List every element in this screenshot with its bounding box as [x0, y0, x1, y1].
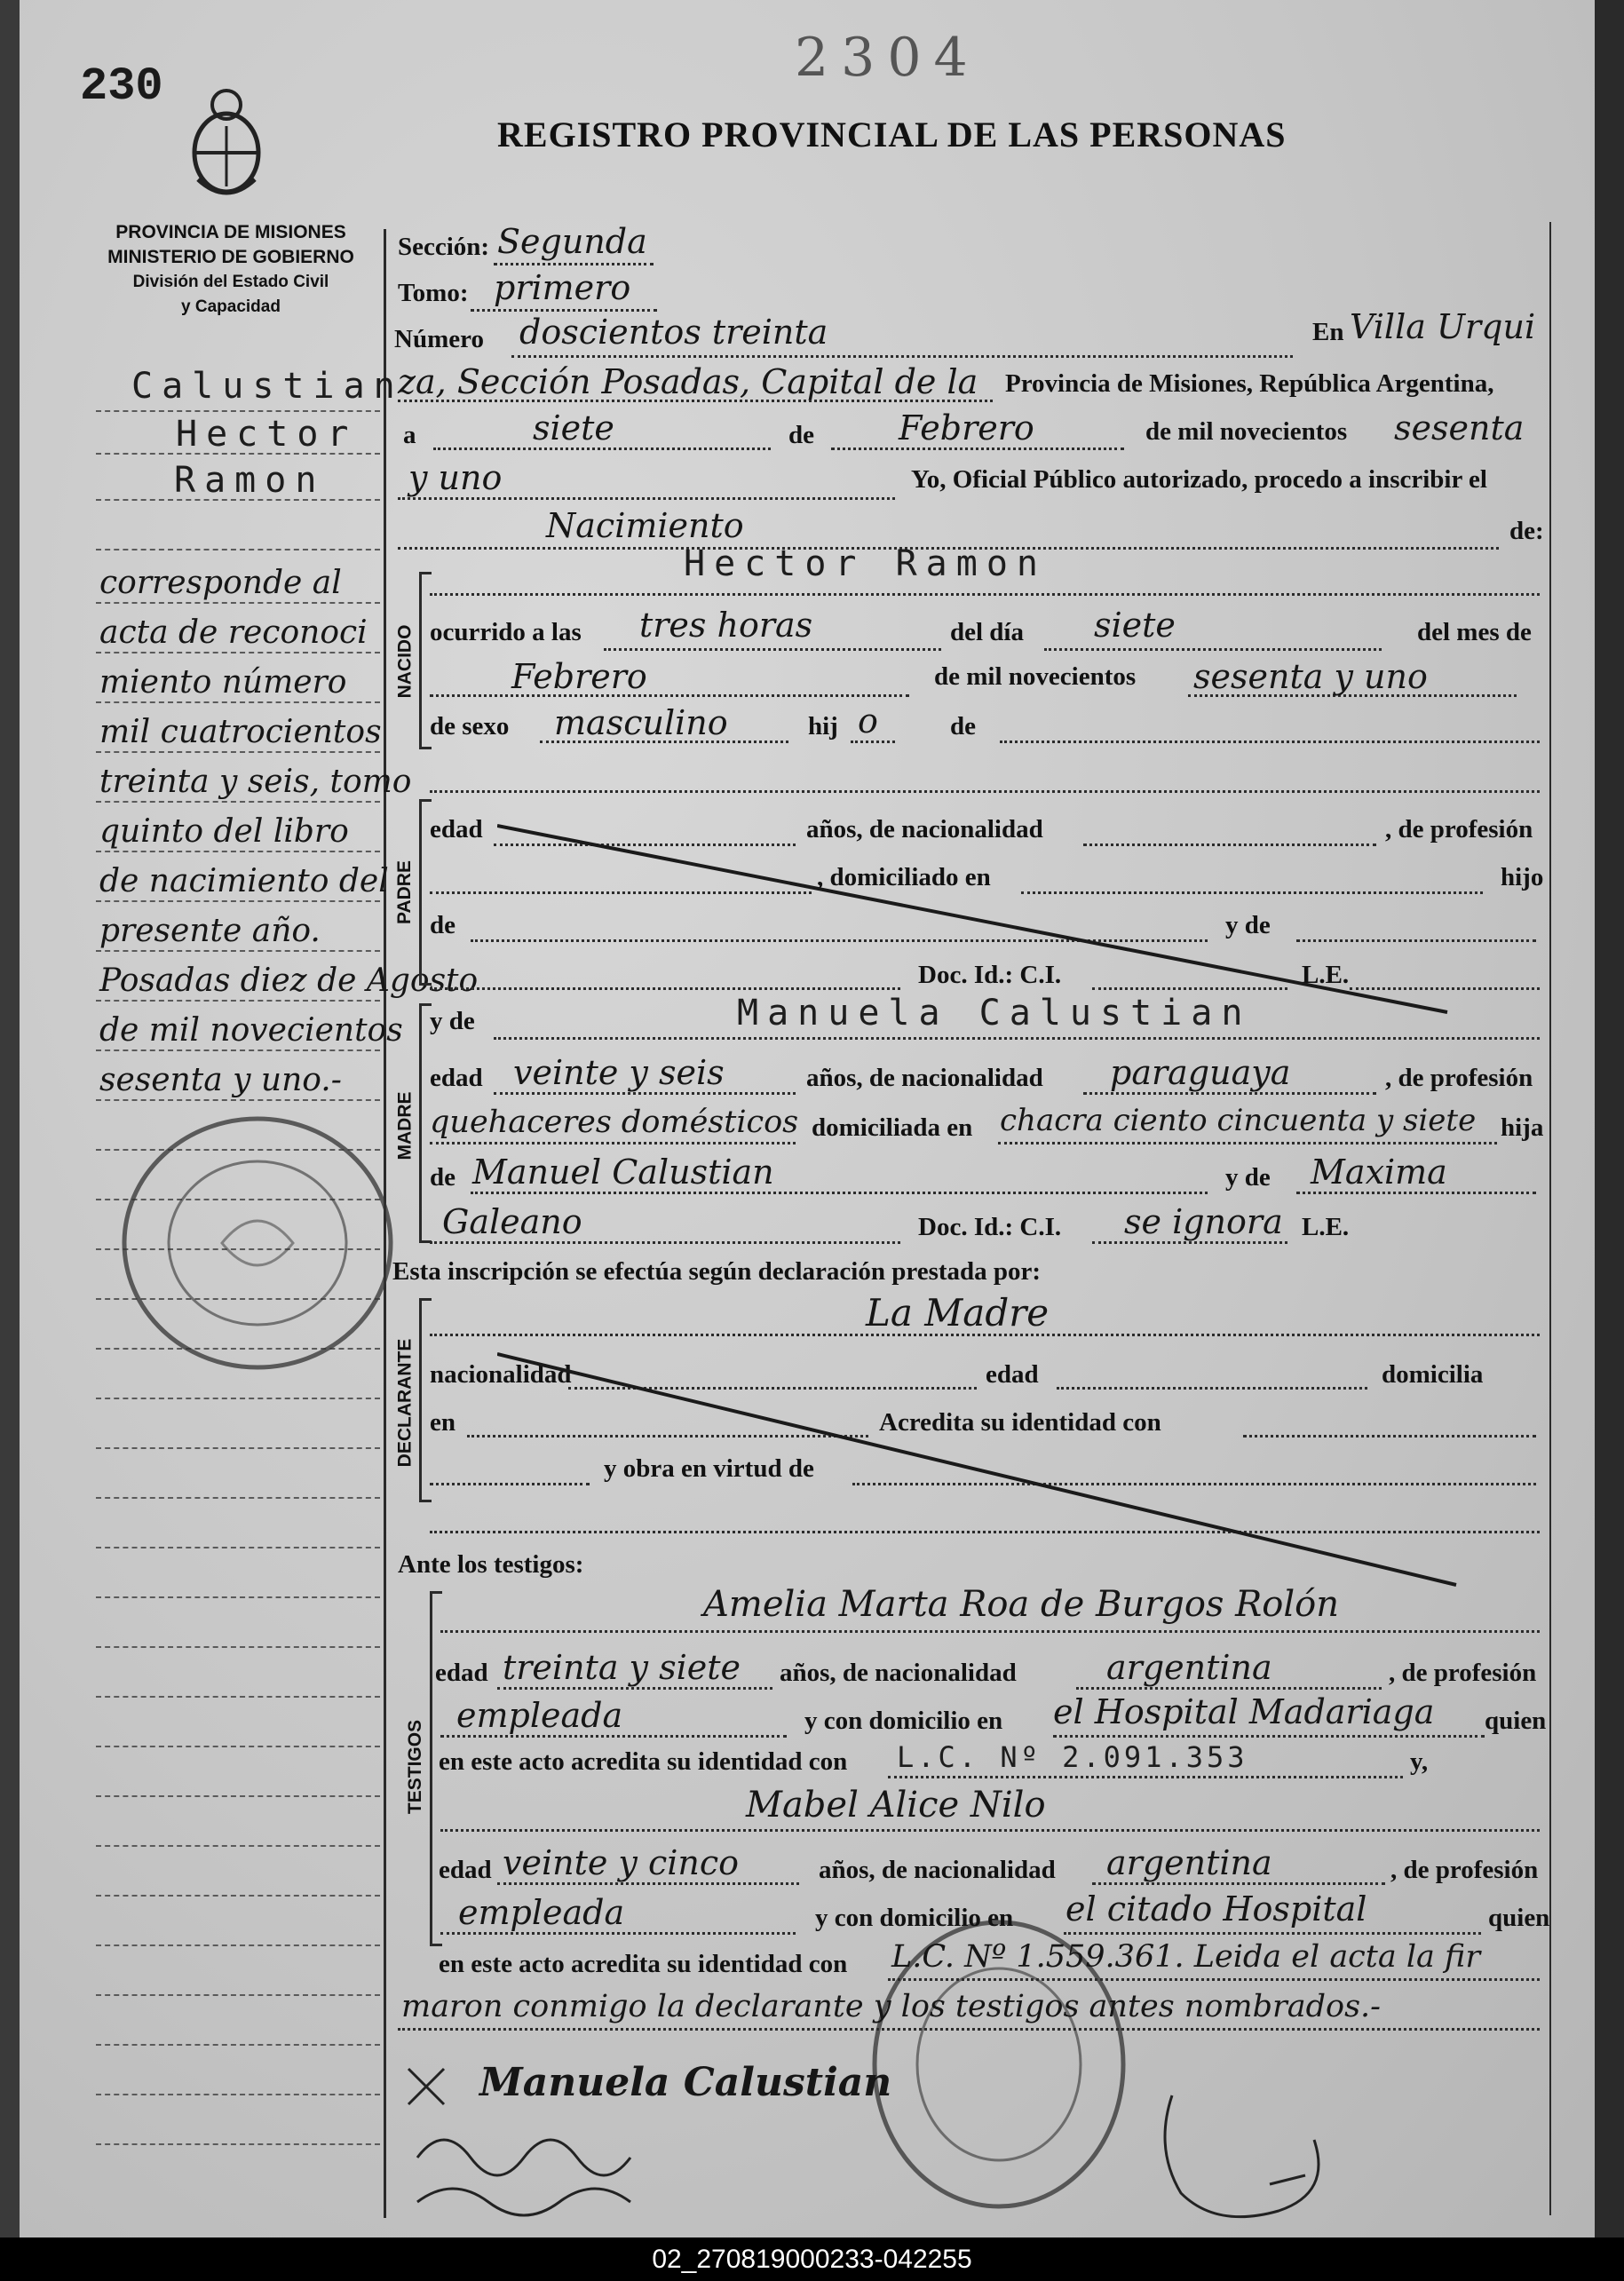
testigo-1-domicilio-value: el Hospital Madariaga [1053, 1692, 1435, 1731]
margin-note-line: corresponde al [99, 565, 342, 601]
argentina-coat-of-arms-icon [182, 82, 271, 206]
madre-doc-value: se ignora [1124, 1202, 1283, 1241]
margin-note-line: sesenta y uno.- [99, 1062, 342, 1098]
madre-nacionalidad-value: paraguaya [1110, 1053, 1291, 1092]
testigo-2-acredita-label: en este acto acredita su identidad con [439, 1950, 848, 1978]
tomo-value: primero [494, 268, 631, 307]
padre-domiciliado-label: , domiciliado en [817, 863, 991, 891]
acto-value: Nacimiento [546, 506, 744, 545]
madre-le-label: L.E. [1302, 1213, 1350, 1241]
testigo-2-domicilio-label: y con domicilio en [815, 1904, 1014, 1932]
lugar-value-1: Villa Urqui [1350, 307, 1536, 346]
division-name-2: y Capacidad [181, 297, 281, 316]
official-seal-stamp [115, 1110, 400, 1376]
nacido-mes-value: Febrero [511, 657, 647, 696]
margin-note-line: treinta y seis, tomo [99, 764, 412, 800]
margin-note-line: mil cuatrocientos [99, 714, 382, 750]
margin-first-name: Hector [176, 414, 358, 455]
testigo-2-quien-label: quien [1488, 1904, 1550, 1932]
registry-title: REGISTRO PROVINCIAL DE LAS PERSONAS [497, 115, 1287, 154]
testigo-1-quien-label: quien [1485, 1707, 1547, 1735]
page-edge-right [1595, 0, 1624, 2237]
image-id-footer: 02_270819000233-042255 [0, 2237, 1624, 2281]
testigo-2-profesion-value: empleada [458, 1893, 625, 1932]
madre-section-label: MADRE [394, 1091, 415, 1160]
padre-profesion-label: , de profesión [1385, 815, 1533, 843]
testigo-1-nombre-value: Amelia Marta Roa de Burgos Rolón [703, 1584, 1339, 1625]
ocurrido-label: ocurrido a las [430, 618, 582, 646]
testigo-1-nacionalidad-value: argentina [1106, 1648, 1272, 1687]
testigo-2-profesion-label: , de profesión [1390, 1856, 1539, 1884]
hijo-label: hij [808, 712, 838, 741]
testigo-1-domicilio-label: y con domicilio en [804, 1707, 1003, 1735]
testigo-2-domicilio-value: el citado Hospital [1066, 1889, 1367, 1929]
province-name: PROVINCIA DE MISIONES [115, 222, 346, 242]
padre-hijo-label: hijo [1501, 863, 1544, 891]
madre-hija-label: hija [1501, 1113, 1544, 1142]
padre-edad-label: edad [430, 815, 483, 843]
padre-de-label: de [430, 911, 456, 939]
hijo-suffix-value: o [858, 701, 878, 741]
madre-madre-value-2: Galeano [442, 1202, 582, 1241]
testigo-1-doc-value: L.C. Nº 2.091.353 [897, 1740, 1248, 1774]
margin-second-name: Ramon [174, 460, 326, 501]
seccion-value: Segunda [497, 222, 647, 261]
numero-value: doscientos treinta [519, 313, 828, 352]
margin-note-line: acta de reconoci [99, 614, 368, 651]
declarante-obra-label: y obra en virtud de [604, 1454, 814, 1483]
padre-y-de-label: y de [1225, 911, 1271, 939]
nacido-section-label: NACIDO [394, 624, 415, 699]
sexo-value: masculino [554, 703, 728, 742]
madre-nombre-value: Manuela Calustian [737, 993, 1252, 1034]
folio-number: 230 [80, 60, 163, 113]
hora-value: tres horas [639, 606, 813, 645]
testigo-2-nacionalidad-label: años, de nacionalidad [819, 1856, 1056, 1884]
dia-value: siete [533, 408, 614, 447]
madre-edad-label: edad [430, 1064, 483, 1092]
nacido-de-label: de [950, 712, 976, 741]
seccion-label: Sección: [398, 233, 490, 261]
nacido-dia-value: siete [1094, 606, 1176, 645]
del-mes-label: del mes de [1417, 618, 1532, 646]
lugar-value-2: za, Sección Posadas, Capital de la [398, 362, 978, 401]
ministry-name: MINISTERIO DE GOBIERNO [107, 247, 354, 267]
madre-nacionalidad-label: años, de nacionalidad [806, 1064, 1043, 1092]
mil-novecientos-2-label: de mil novecientos [934, 662, 1137, 691]
de-colon-label: de: [1509, 517, 1544, 545]
madre-y-de-2-label: y de [1225, 1163, 1271, 1192]
margin-note-line: de mil novecientos [99, 1012, 403, 1049]
madre-padre-value: Manuel Calustian [472, 1152, 774, 1192]
testigo-2-nombre-value: Mabel Alice Nilo [746, 1785, 1046, 1826]
nacido-anio-value: sesenta y uno [1193, 657, 1428, 696]
tomo-label: Tomo: [398, 279, 469, 307]
madre-edad-value: veinte y seis [513, 1053, 725, 1092]
sexo-label: de sexo [430, 712, 510, 741]
declarante-domicilia-label: domicilia [1382, 1360, 1484, 1389]
inscripcion-label: Esta inscripción se efectúa según declaración prestada por: [392, 1257, 1042, 1286]
provincia-label: Provincia de Misiones, República Argentina, [1005, 369, 1494, 398]
testigos-section-label: TESTIGOS [405, 1719, 425, 1815]
margin-note-line: presente año. [99, 913, 321, 949]
de-label: de [788, 421, 814, 449]
anio-value-2: y uno [408, 458, 503, 497]
cierre-value: maron conmigo la declarante y los testigos antes nombrados.- [401, 1989, 1382, 2024]
testigos-label: Ante los testigos: [398, 1550, 584, 1579]
madre-madre-value-1: Maxima [1311, 1152, 1447, 1192]
margin-note-line: miento número [99, 664, 347, 701]
declarante-edad-label: edad [986, 1360, 1039, 1389]
declarante-en-label: en [430, 1408, 456, 1437]
madre-profesion-label: , de profesión [1385, 1064, 1533, 1092]
padre-void-strike [497, 817, 1456, 1021]
signature-scribbles [391, 2051, 888, 2229]
mil-novecientos-label: de mil novecientos [1145, 417, 1348, 446]
declarante-section-label: DECLARANTE [394, 1338, 416, 1468]
madre-de-label: de [430, 1163, 456, 1192]
testigo-2-edad-value: veinte y cinco [503, 1843, 740, 1882]
margin-surname: Calustian [131, 366, 404, 407]
declarante-void-strike [497, 1350, 1465, 1589]
testigo-1-acredita-label: en este acto acredita su identidad con [439, 1747, 848, 1776]
oficial-label: Yo, Oficial Público autorizado, procedo a inscribir el [911, 465, 1487, 494]
madre-y-de-label: y de [430, 1007, 475, 1035]
padre-doc-label: Doc. Id.: C.I. [918, 961, 1062, 989]
testigo-2-doc-value: L.C. Nº 1.559.361. Leida el acta la fir [891, 1939, 1481, 1975]
padre-nacionalidad-label: años, de nacionalidad [806, 815, 1043, 843]
declarante-nacionalidad-label: nacionalidad [430, 1360, 572, 1389]
declarante-bracket [419, 1298, 432, 1502]
madre-domicilio-value: chacra ciento cincuenta y siete [1000, 1103, 1477, 1138]
margin-note-line: de nacimiento del [99, 863, 389, 899]
issuing-office [98, 220, 364, 320]
anio-value-1: sesenta [1394, 408, 1525, 447]
numero-label: Número [394, 325, 484, 353]
declarante-nombre-value: La Madre [866, 1291, 1050, 1335]
testigo-1-edad-value: treinta y siete [503, 1648, 741, 1687]
margin-note-line: Posadas diez de Agosto [99, 962, 479, 999]
testigo-1-y-label: y, [1410, 1747, 1429, 1776]
mes-value: Febrero [899, 408, 1034, 447]
padre-le-label: L.E. [1302, 961, 1350, 989]
testigo-2-nacionalidad-value: argentina [1106, 1843, 1272, 1882]
margin-note-line: quinto del libro [99, 813, 349, 850]
madre-domiciliada-label: domiciliada en [812, 1113, 973, 1142]
testigo-1-edad-label: edad [435, 1659, 488, 1687]
nacido-nombre-value: Hector Ramon [684, 543, 1047, 584]
testigo-1-profesion-value: empleada [456, 1696, 623, 1735]
official-signature [1137, 2078, 1367, 2229]
madre-doc-label: Doc. Id.: C.I. [918, 1213, 1062, 1241]
page-edge-left [0, 0, 20, 2237]
madre-profesion-value: quehaceres domésticos [430, 1105, 799, 1140]
testigo-1-profesion-label: , de profesión [1389, 1659, 1537, 1687]
testigo-2-edad-label: edad [439, 1856, 492, 1884]
declarante-acredita-label: Acredita su identidad con [879, 1408, 1161, 1437]
signature-declarante: Manuela Calustian [479, 2060, 892, 2105]
a-label: a [403, 421, 416, 449]
division-name: División del Estado Civil [132, 273, 329, 291]
padre-section-label: PADRE [394, 860, 416, 924]
handwritten-folio: 2304 [795, 27, 980, 89]
en-label: En [1312, 318, 1344, 346]
testigo-1-nacionalidad-label: años, de nacionalidad [780, 1659, 1017, 1687]
del-dia-label: del día [950, 618, 1024, 646]
